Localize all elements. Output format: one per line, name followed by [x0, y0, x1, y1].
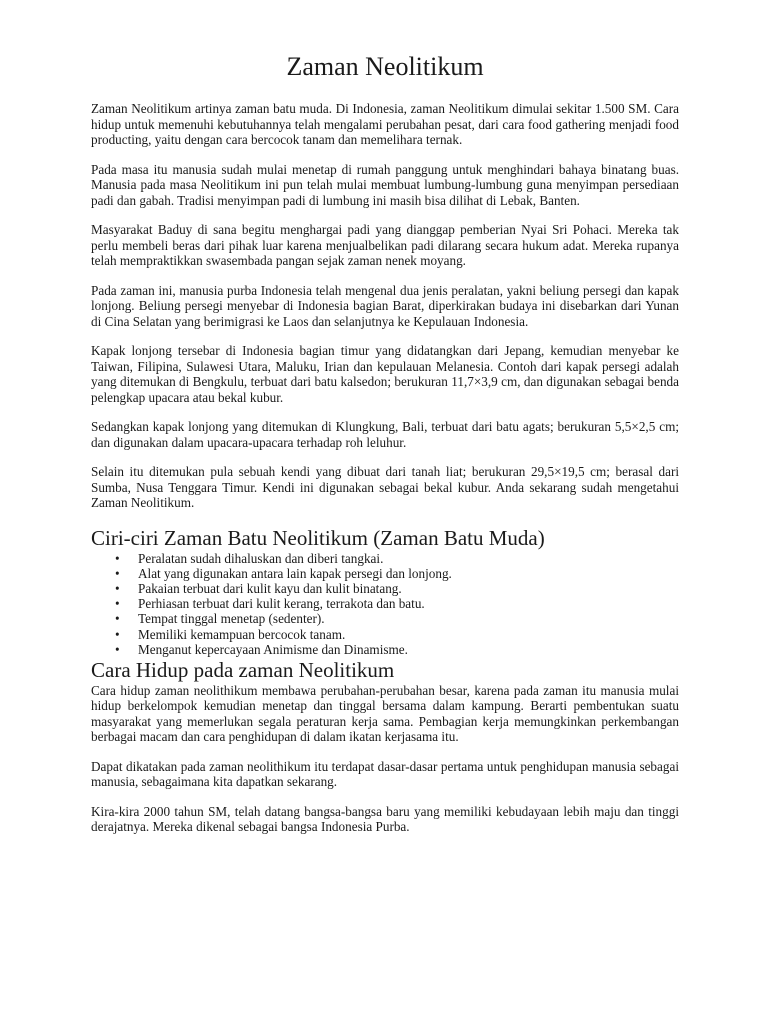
bullet-icon: • — [115, 565, 120, 581]
ciri-section-heading: Ciri-ciri Zaman Batu Neolitikum (Zaman Batu Muda) — [91, 525, 545, 550]
list-item — [91, 596, 679, 611]
paragraph: Sedangkan kapak lonjong yang ditemukan di Klungkung, Bali, terbuat dari batu agats; berukuran 5,5×2,5 cm; dan digunakan dalam upacara-upacara terhadap roh leluhur. — [91, 419, 679, 450]
paragraph: Pada zaman ini, manusia purba Indonesia telah mengenal dua jenis peralatan, yakni beliung persegi dan kapak lonjong. Beliung persegi menyebar di Indonesia bagian Barat, diperkirakan budaya ini disebarkan dari Yunan di Cina Selatan yang berimigrasi ke Laos dan selanjutnya ke Kepulauan Indonesia. — [91, 282, 679, 329]
paragraph: Pada masa itu manusia sudah mulai menetap di rumah panggung untuk menghindari bahaya binatang buas. Manusia pada masa Neolitikum ini pun telah mulai membuat lumbung-lumbung guna menyimpan persediaan padi dan gabah. Tradisi menyimpan padi di lumbung ini masih bisa dilihat di Lebak, Banten. — [91, 161, 679, 208]
intro-section — [91, 101, 679, 511]
paragraph: Cara hidup zaman neolithikum membawa perubahan-perubahan besar, karena pada zaman itu manusia mulai hidup berkelompok kemudian menetap dan tinggal bersama dalam kampung. Berarti pembentukan suatu masyarakat yang memerlukan segala peraturan kerja sama. Pembagian kerja memungkinkan perkembangan berbagai macam dan cara penghidupan di dalam ikatan kerjasama itu. — [91, 682, 679, 745]
bullet-icon: • — [115, 641, 120, 657]
page-title: Zaman Neolitikum — [286, 52, 484, 81]
bullet-icon: • — [115, 626, 120, 642]
list-item-text: Menganut kepercayaan Animisme dan Dinamisme. — [138, 641, 408, 657]
list-item-text: Perhiasan terbuat dari kulit kerang, terrakota dan batu. — [138, 596, 425, 612]
paragraph: Masyarakat Baduy di sana begitu menghargai padi yang dianggap pemberian Nyai Sri Pohaci. Mereka tak perlu membeli beras dari pihak luar karena menjualbelikan padi dilarang secara hukum adat. Mereka rupanya telah mempraktikkan swasembada pangan sejak zaman nenek moyang. — [91, 222, 679, 268]
paragraph: Kira-kira 2000 tahun SM, telah datang bangsa-bangsa baru yang memiliki kebudayaan lebih maju dan tinggi derajatnya. Mereka dikenal sebagai bangsa Indonesia Purba. — [91, 803, 679, 835]
paragraph: Dapat dikatakan pada zaman neolithikum itu terdapat dasar-dasar pertama untuk penghidupan manusia sebagai manusia, sebagaimana kita dapatkan sekarang. — [91, 758, 679, 790]
cara-section — [91, 683, 679, 835]
ciri-list — [91, 551, 679, 657]
list-item — [91, 581, 679, 596]
paragraph: Zaman Neolitikum artinya zaman batu muda. Di Indonesia, zaman Neolitikum dimulai sekitar 1.500 SM. Cara hidup untuk memenuhi kebutuhannya telah mengalami perubahan pesat, dari cara food gathering menjadi food producting, yaitu dengan cara bercocok tanam dan memelihara ternak. — [91, 101, 679, 147]
cara-section-heading: Cara Hidup pada zaman Neolitikum — [91, 657, 395, 682]
bullet-icon: • — [115, 611, 120, 627]
list-item — [91, 566, 679, 581]
bullet-icon: • — [115, 580, 120, 596]
list-item — [91, 611, 679, 626]
list-item — [91, 551, 679, 566]
bullet-icon: • — [115, 596, 120, 612]
list-item — [91, 627, 679, 642]
list-item-text: Peralatan sudah dihaluskan dan diberi tangkai. — [138, 550, 384, 566]
list-item — [91, 642, 679, 657]
list-item-text: Pakaian terbuat dari kulit kayu dan kulit binatang. — [138, 580, 402, 596]
list-item-text: Alat yang digunakan antara lain kapak persegi dan lonjong. — [138, 565, 452, 581]
paragraph: Selain itu ditemukan pula sebuah kendi yang dibuat dari tanah liat; berukuran 29,5×19,5 cm; berasal dari Sumba, Nusa Tenggara Timur. Kendi ini digunakan sebagai bekal kubur. Anda sekarang sudah mengetahui Zaman Neolitikum. — [91, 464, 679, 510]
list-item-text: Tempat tinggal menetap (sedenter). — [138, 611, 325, 627]
bullet-icon: • — [115, 550, 120, 566]
list-item-text: Memiliki kemampuan bercocok tanam. — [138, 626, 346, 642]
paragraph: Kapak lonjong tersebar di Indonesia bagian timur yang didatangkan dari Jepang, kemudian menyebar ke Taiwan, Filipina, Sulawesi Utara, Maluku, Irian dan kepulauan Melanesia. Contoh dari kapak persegi adalah yang ditemukan di Bengkulu, terbuat dari batu kalsedon; berukuran 11,7×3,9 cm, dan digunakan sebagai benda pelengkap upacara atau bekal kubur. — [91, 343, 679, 405]
